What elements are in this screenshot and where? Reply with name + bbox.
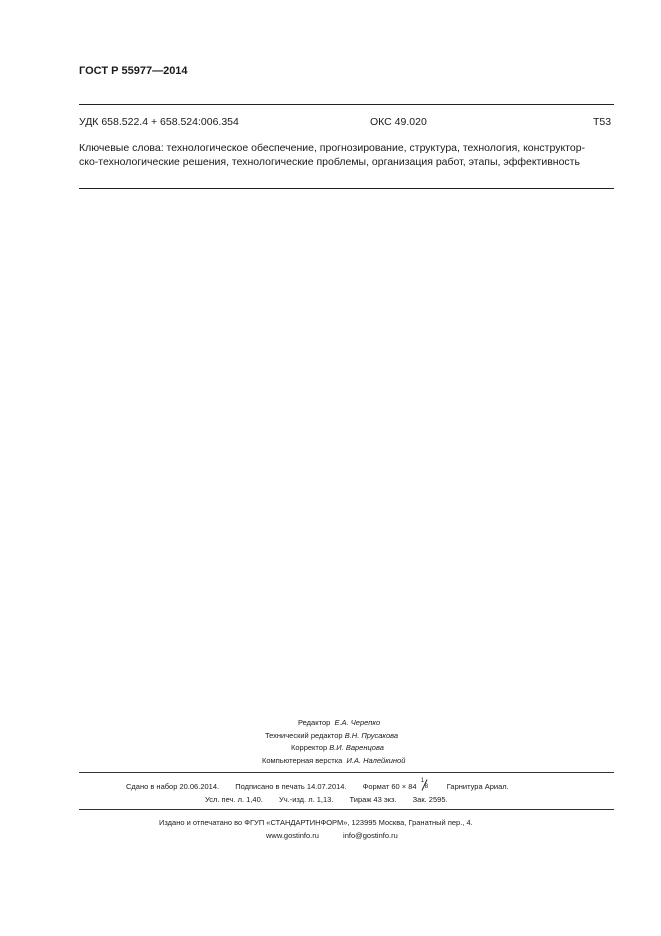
paper-format: Формат 60 × 84 bbox=[362, 782, 417, 791]
credit-tech-editor bbox=[265, 731, 398, 740]
divider-top bbox=[79, 104, 614, 105]
contacts bbox=[266, 831, 398, 840]
typeface: Гарнитура Ариал. bbox=[446, 782, 509, 791]
credit-tech-editor-label: Технический редактор bbox=[265, 731, 343, 740]
signed-date: Подписано в печать 14.07.2014. bbox=[235, 782, 347, 791]
credit-tech-editor-name: В.Н. Прусакова bbox=[344, 731, 399, 740]
credit-layout-label: Компьютерная верстка bbox=[262, 756, 343, 765]
print-info-line-2 bbox=[205, 795, 448, 804]
publisher-address: Издано и отпечатано во ФГУП «СТАНДАРТИНФОРМ», 123995 Москва, Гранатный пер., 4. bbox=[159, 818, 473, 827]
email-link[interactable]: info@gostinfo.ru bbox=[343, 831, 398, 840]
print-run: Тираж 43 экз. bbox=[349, 795, 397, 804]
credit-corrector-label: Корректор bbox=[291, 743, 328, 752]
udk-code: УДК 658.522.4 + 658.524:006.354 bbox=[79, 116, 239, 128]
publishing-sheets: Уч.-изд. л. 1,13. bbox=[278, 795, 334, 804]
print-info-line-1 bbox=[126, 778, 509, 791]
keywords-line-2: ско-технологические решения, технологические проблемы, организация работ, этапы, эффективность bbox=[79, 156, 580, 168]
oks-code: ОКС 49.020 bbox=[370, 116, 427, 128]
credit-editor-label: Редактор bbox=[298, 718, 331, 727]
keywords-line-1: Ключевые слова: технологическое обеспечение, прогнозирование, структура, технология, конструктор- bbox=[79, 142, 586, 154]
format-fraction-denominator: 8 bbox=[424, 784, 429, 790]
standard-number: ГОСТ Р 55977—2014 bbox=[79, 65, 188, 77]
credit-layout-name: И.А. Налейкиной bbox=[346, 756, 406, 765]
website-link[interactable]: www.gostinfo.ru bbox=[266, 831, 319, 840]
format-fraction bbox=[419, 778, 431, 791]
order-number: Зак. 2595. bbox=[412, 795, 448, 804]
divider-print-top bbox=[79, 772, 614, 773]
category-code: Т53 bbox=[593, 116, 612, 128]
divider-keywords bbox=[79, 188, 614, 189]
divider-print-bottom bbox=[79, 809, 614, 810]
credit-corrector bbox=[291, 743, 384, 752]
credit-editor-name: Е.А. Черепко bbox=[334, 718, 381, 727]
submitted-date: Сдано в набор 20.06.2014. bbox=[126, 782, 220, 791]
credit-editor bbox=[298, 718, 380, 727]
format-fraction-numerator: 1 bbox=[420, 778, 425, 784]
printed-sheets: Усл. печ. л. 1,40. bbox=[205, 795, 263, 804]
credit-layout bbox=[262, 756, 405, 765]
credit-corrector-name: В.И. Варенцова bbox=[329, 743, 384, 752]
